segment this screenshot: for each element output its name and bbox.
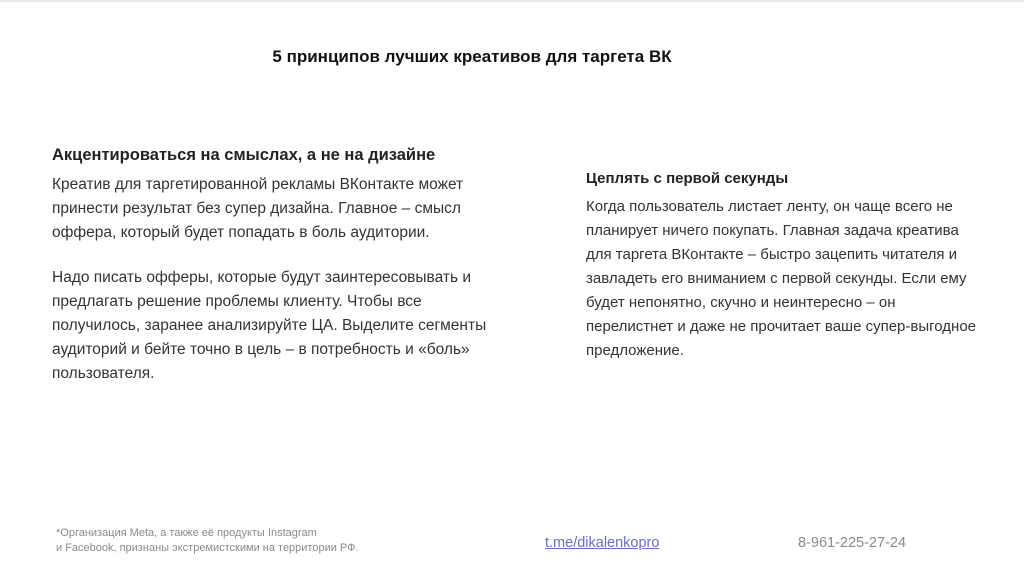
top-divider (0, 0, 1024, 2)
telegram-link[interactable]: t.me/dikalenkopro (545, 535, 660, 551)
phone-number: 8-961-225-27-24 (798, 535, 907, 551)
footnote-line-2: и Facebook, признаны экстремистскими на территории РФ. (56, 542, 359, 554)
footnote (56, 526, 436, 556)
right-paragraph: Когда пользователь листает ленту, он чаще всего не планирует ничего покупать. Главная задача креатива для таргета ВКонтакте – быстро зацепить читателя и завладеть его вниманием с первой секунды. Если ему будет непонятно, скучно и неинтересно – он перелистнет и даже не прочитает ваше супер-выгодное предложение. (586, 198, 977, 359)
right-column (586, 170, 986, 363)
left-paragraph-2: Надо писать офферы, которые будут заинтересовывать и предлагать решение проблемы клиенту. Чтобы все получилось, заранее анализируйте ЦА. Выделите сегменты аудиторий и бейте точно в цель – в потребность и «боль» пользователя. (52, 269, 487, 382)
left-column (52, 146, 492, 386)
left-paragraph-1: Креатив для таргетированной рекламы ВКонтакте может принести результат без супер дизайна. Главное – смысл оффера, который будет попадать в боль аудитории. (52, 176, 464, 241)
left-heading: Акцентироваться на смыслах, а не на дизайне (52, 146, 436, 164)
footnote-line-1: *Организация Meta, а также её продукты Instagram (56, 527, 317, 539)
slide-title: 5 принципов лучших креативов для таргета ВК (272, 47, 672, 66)
right-heading: Цеплять с первой секунды (586, 170, 789, 187)
